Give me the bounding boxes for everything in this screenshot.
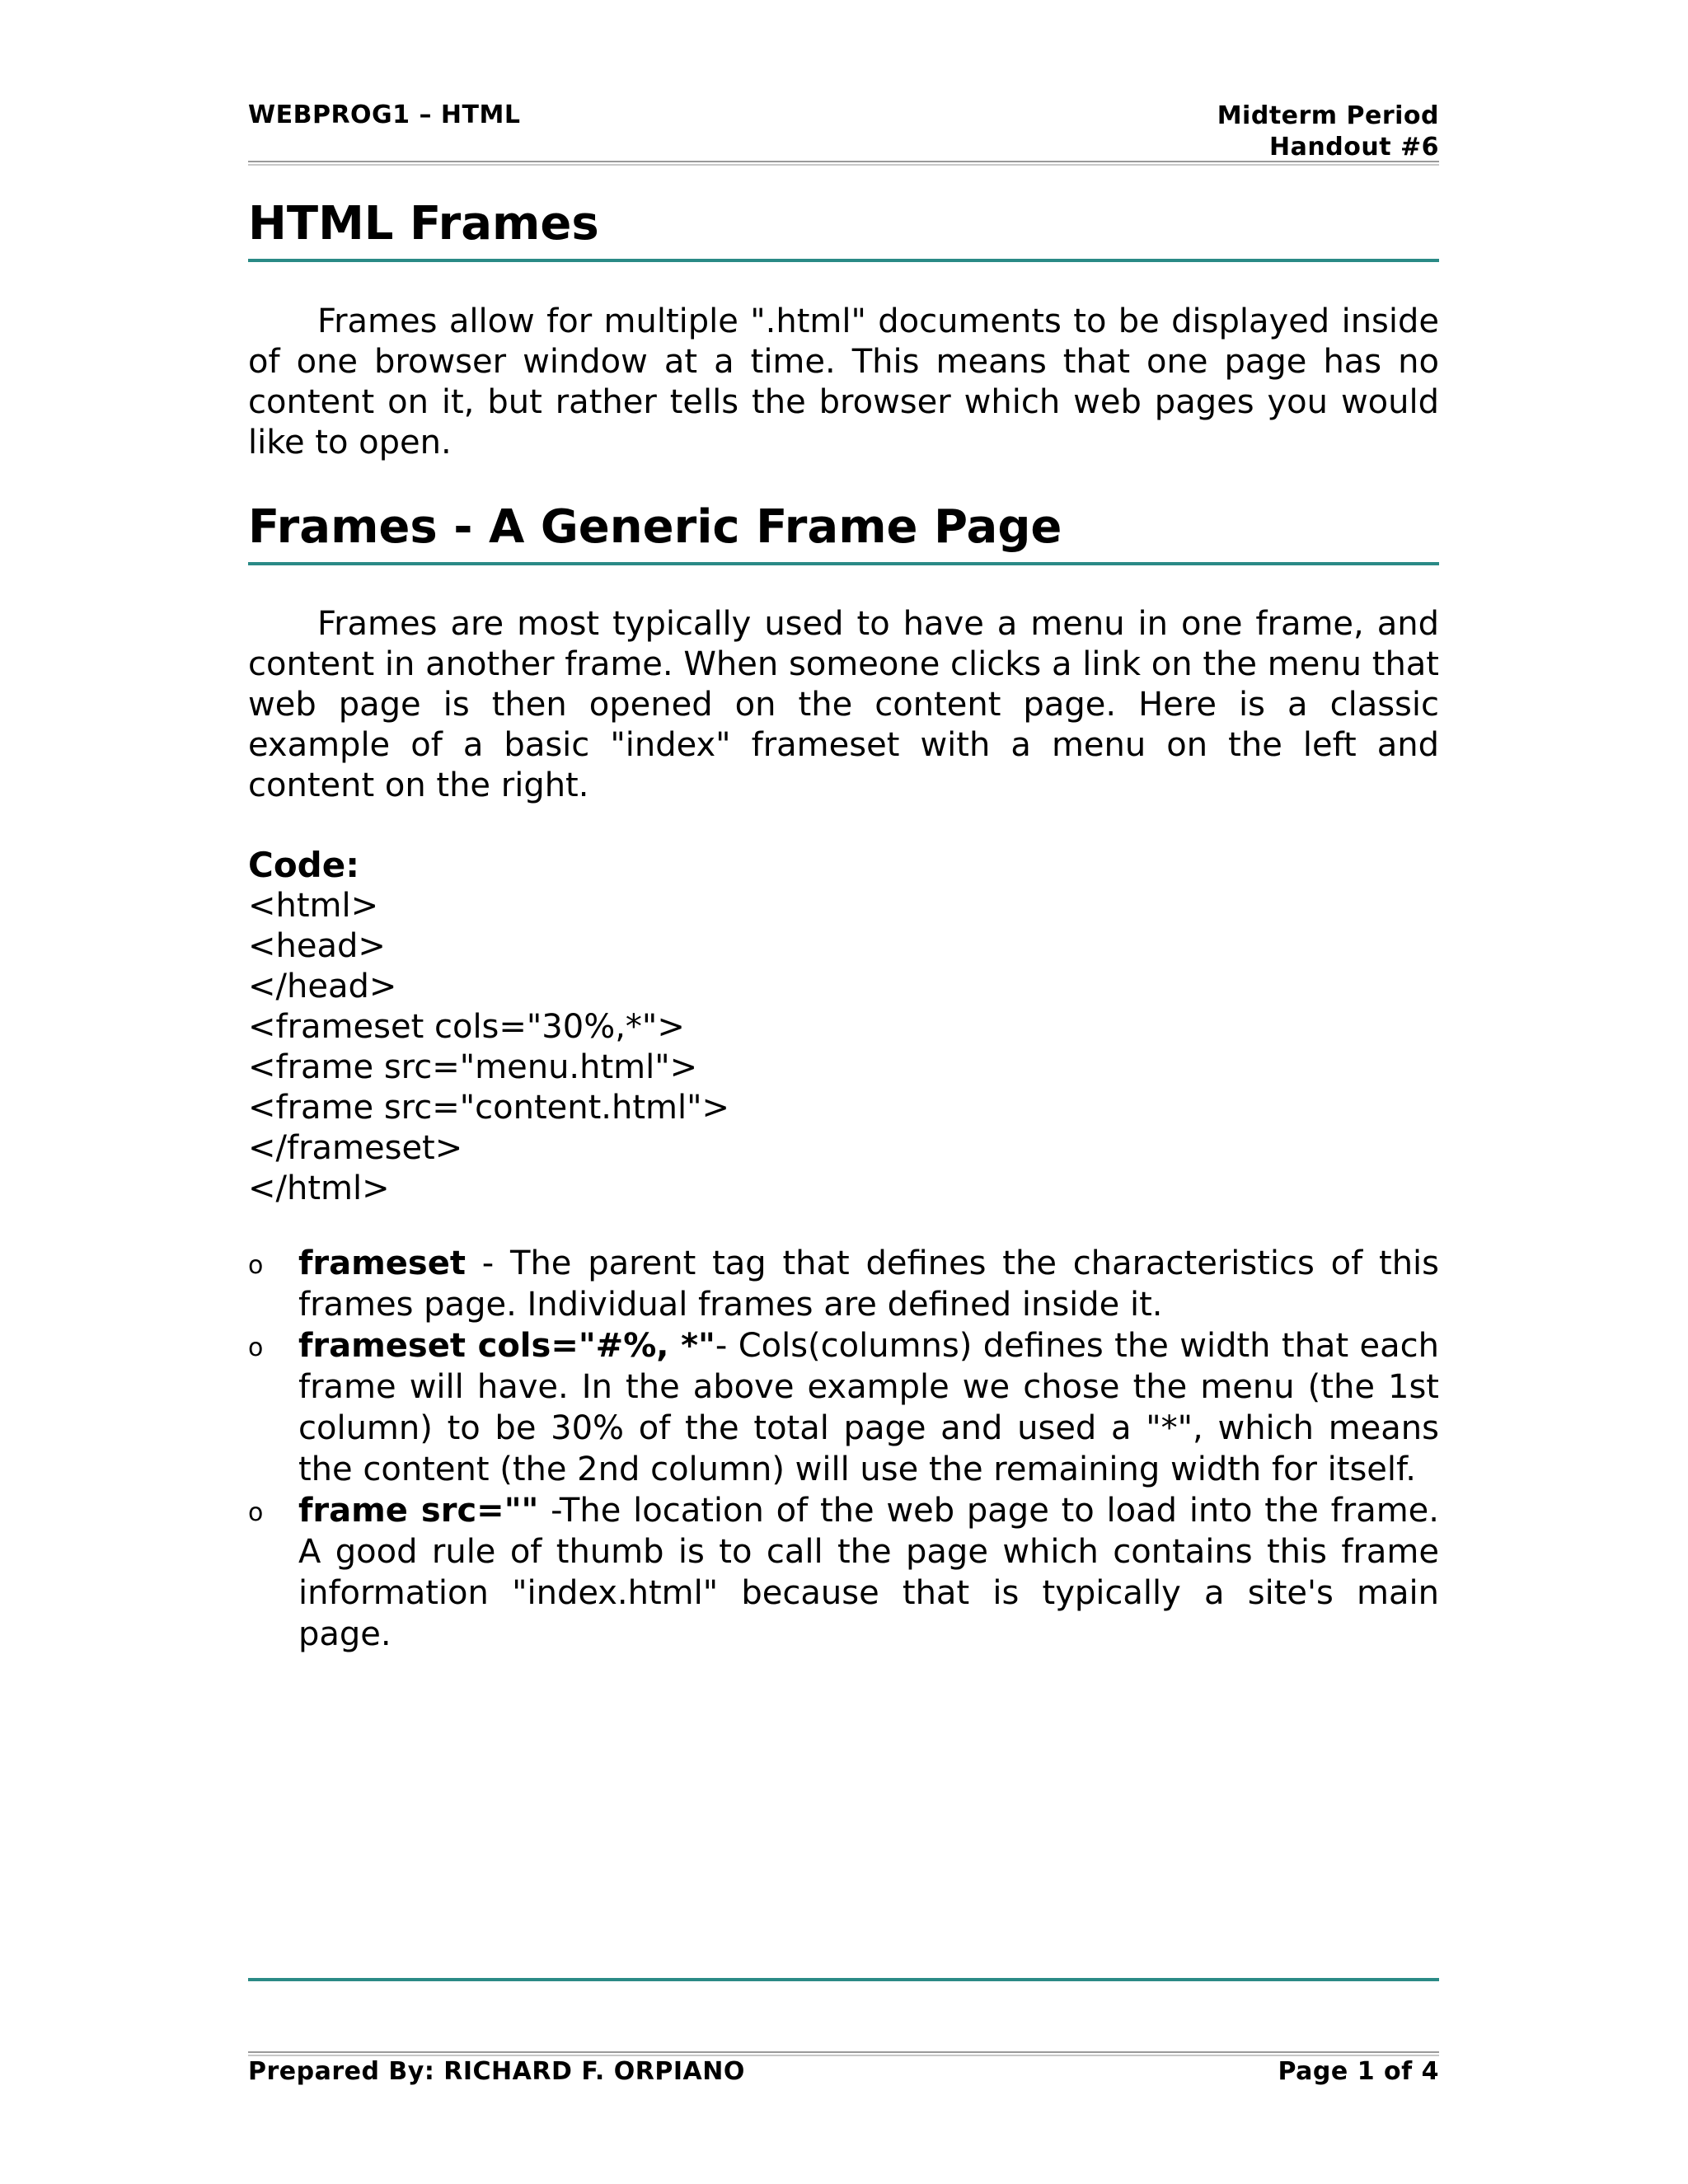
bullet-circle-icon: o [248,1498,264,1527]
bullet-circle-icon: o [248,1333,264,1362]
bullet-circle-icon: o [248,1251,264,1280]
term-description: - Cols(columns) defines the width that each frame will have. In the above example we chose the menu (the 1st column) to be 30% of the total page and used a "*", which means the content (the 2nd column) will use the remaining width for itself. [298,1327,1440,1488]
code-line: </html> [248,1169,390,1207]
list-item [248,1490,1439,1655]
code-line: <head> [248,927,386,965]
term-description: -The location of the web page to load into the frame. A good rule of thumb is to call the page which contains this frame information "index.html" because that is typically a site's main page. [298,1492,1439,1653]
section-title-generic-frame-page: Frames - A Generic Frame Page [248,501,1439,565]
header-divider [248,161,1439,166]
intro-paragraph: Frames allow for multiple ".html" documents to be displayed inside of one browser window at a time. This means that one page has no content on it, but rather tells the browser which web pages you would like to open. [248,302,1439,462]
code-line: </frameset> [248,1129,463,1167]
code-heading: Code: [248,845,360,885]
generic-paragraph: Frames are most typically used to have a menu in one frame, and content in another frame. When someone clicks a link on the menu that web page is then opened on the content page. Here is a classic example of a basic "index" frameset with a menu on the left and content on the right. [248,605,1439,804]
term-label: frame src="" [298,1492,539,1530]
document-page [248,0,1439,2184]
code-line: <html> [248,887,379,925]
code-line: <frame src="menu.html"> [248,1048,698,1086]
footer-accent-rule [248,1978,1439,1981]
code-line: </head> [248,968,397,1005]
code-block [248,886,729,1209]
code-line: <frame src="content.html"> [248,1089,730,1127]
author-credit: Prepared By: RICHARD F. ORPIANO [248,2057,745,2086]
term-label: frameset cols="#%, *" [298,1327,715,1365]
handout-number: Handout #6 [1269,133,1439,162]
list-item [248,1243,1439,1325]
definition-list [248,1243,1439,1655]
section-title-html-frames: HTML Frames [248,198,1439,262]
code-line: <frameset cols="30%,*"> [248,1008,685,1046]
term-label: frameset [298,1244,466,1282]
list-item [248,1325,1439,1490]
page-number: Page 1 of 4 [1278,2057,1439,2086]
period-label: Midterm Period [1217,101,1439,130]
term-description: - The parent tag that defines the characteristics of this frames page. Individual frames are defined inside it. [298,1244,1439,1324]
footer-divider [248,2051,1439,2056]
page-header [248,97,1439,163]
period-info [1217,101,1439,163]
course-title: WEBPROG1 – HTML [248,101,521,129]
